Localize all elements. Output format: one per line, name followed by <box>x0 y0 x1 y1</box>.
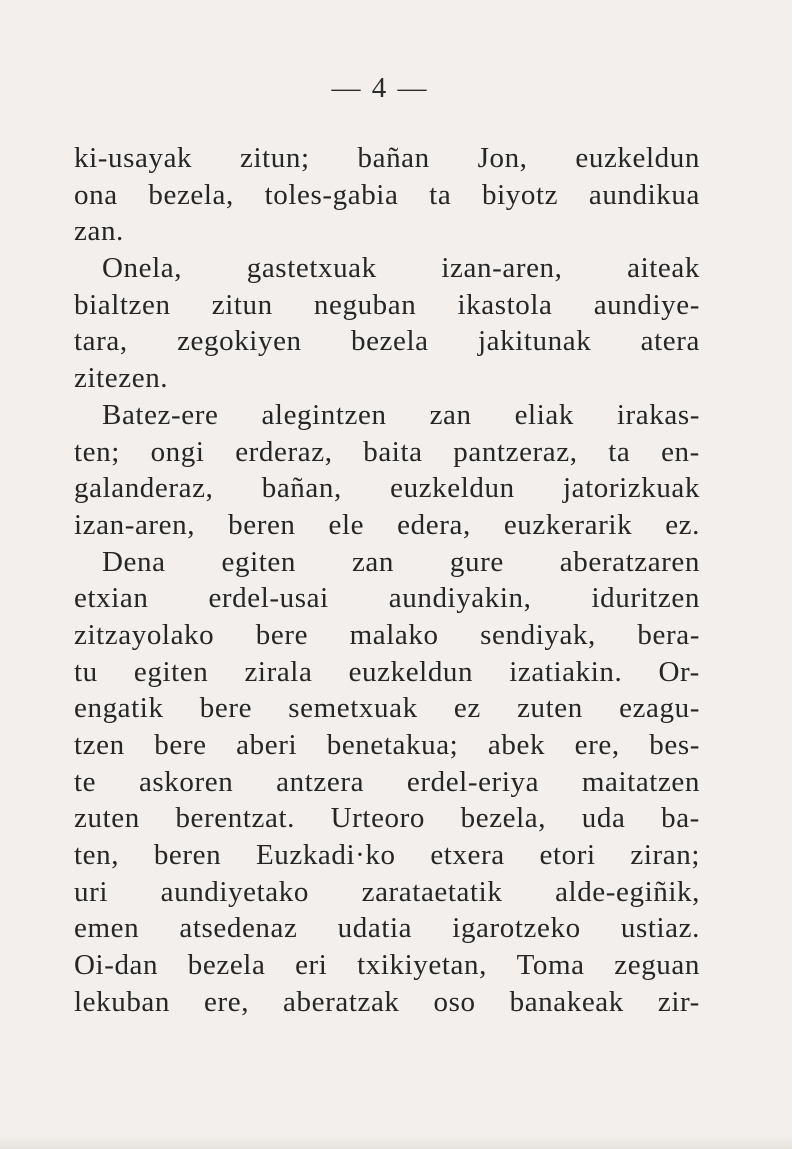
word: izan-aren, <box>74 508 196 541</box>
page-edge <box>792 0 796 1149</box>
word: etori <box>539 839 596 872</box>
text-line <box>74 800 700 837</box>
word: ere, <box>204 985 250 1018</box>
word: Oi-dan <box>74 949 159 982</box>
word: ziran; <box>630 839 700 872</box>
word: aberatzaren <box>559 545 700 578</box>
word: Onela, <box>102 252 183 285</box>
word: irakas- <box>616 398 700 431</box>
word: ikastola <box>457 288 553 321</box>
word: gastetxuak <box>246 252 377 285</box>
word: atsedenaz <box>179 912 298 945</box>
word: bezela, <box>460 802 547 835</box>
text-line <box>74 287 700 324</box>
word: ta <box>429 178 452 211</box>
word: egiten <box>133 655 209 688</box>
word: jakitunak <box>477 325 592 358</box>
text-line <box>74 690 700 727</box>
word: alegintzen <box>261 398 387 431</box>
text-line <box>74 727 700 764</box>
word: oso <box>433 985 476 1018</box>
word: erdel-eriya <box>406 765 540 798</box>
word: eliak <box>514 398 574 431</box>
word: emen <box>74 912 140 945</box>
word: banakeak <box>509 985 624 1018</box>
word: bialtzen <box>74 288 171 321</box>
text-line <box>74 764 700 801</box>
word: zeguan <box>614 949 700 982</box>
word: antzera <box>276 765 365 798</box>
text-line <box>74 874 700 911</box>
word: maitatzen <box>581 765 700 798</box>
word: ez. <box>665 508 700 541</box>
word: zuten <box>74 802 140 835</box>
word: eri <box>295 949 328 982</box>
text-line <box>74 544 700 581</box>
word: bezela <box>187 949 266 982</box>
word: zarataetatik <box>361 875 503 908</box>
word: zitun <box>211 288 273 321</box>
word: zan <box>351 545 394 578</box>
word: bes- <box>649 729 700 761</box>
word: Or- <box>658 655 700 688</box>
word: Euzkadi·ko <box>255 839 396 872</box>
word: toles-gabia <box>264 178 399 211</box>
word: bezela <box>350 325 429 358</box>
word: bañan, <box>261 472 342 505</box>
text-line <box>74 213 700 250</box>
word: aberatzak <box>283 985 400 1018</box>
word: euzkeldun <box>575 142 700 174</box>
word: uda <box>581 802 626 835</box>
word: sendiyak, <box>480 618 596 651</box>
word: bezela, <box>148 178 234 211</box>
word: alde-egiñik, <box>555 875 700 908</box>
word: erderaz, <box>235 435 333 468</box>
word: aundiyakin, <box>388 582 532 615</box>
word: engatik <box>74 692 164 725</box>
word: tara, <box>74 325 128 358</box>
word: aundiye- <box>593 288 700 321</box>
text-line <box>74 360 700 397</box>
word: uri <box>74 875 109 908</box>
word: benetakua; <box>326 729 459 761</box>
word: zirala <box>244 655 313 688</box>
word: pantzeraz, <box>453 435 578 468</box>
word: jatorizkuak <box>562 472 700 505</box>
word: zan <box>429 398 472 431</box>
word: etxian <box>74 582 149 615</box>
word: bere <box>199 692 253 725</box>
word: zitzayolako <box>74 618 215 651</box>
word: Batez-ere <box>102 398 219 431</box>
word: biyotz <box>482 178 559 211</box>
text-line <box>74 470 700 507</box>
word: ustiaz. <box>620 912 700 945</box>
word: euzkerarik <box>503 508 633 541</box>
word: zuten <box>517 692 583 725</box>
word: aberi <box>236 729 298 761</box>
text-line <box>74 140 700 177</box>
word: beren <box>153 839 222 872</box>
word: ongi <box>150 435 205 468</box>
word: ta <box>608 435 631 468</box>
text-line <box>74 397 700 434</box>
word: ten; <box>74 435 120 468</box>
word: zan. <box>74 215 124 248</box>
word: galanderaz, <box>74 472 214 505</box>
body-text <box>74 140 700 1021</box>
word: Jon, <box>477 142 528 174</box>
word: ba- <box>661 802 700 835</box>
word: bere <box>154 729 207 761</box>
word: igarotzeko <box>452 912 581 945</box>
text-line <box>74 984 700 1021</box>
word: ere, <box>574 729 620 761</box>
text-line <box>74 910 700 947</box>
word: zir- <box>657 985 700 1018</box>
word: zegokiyen <box>177 325 302 358</box>
word: ez <box>453 692 481 725</box>
word: ona <box>74 178 118 211</box>
word: abek <box>487 729 546 761</box>
word: egiten <box>221 545 296 578</box>
word: udatia <box>337 912 413 945</box>
word: semetxuak <box>288 692 418 725</box>
word: edera, <box>397 508 471 541</box>
word: beren <box>228 508 296 541</box>
word: aundiyetako <box>160 875 309 908</box>
text-line <box>74 177 700 214</box>
text-line <box>74 507 700 544</box>
text-line <box>74 947 700 984</box>
text-line <box>74 837 700 874</box>
word: gure <box>449 545 504 578</box>
word: Toma <box>516 949 585 982</box>
word: iduritzen <box>591 582 700 615</box>
word: ki-usayak <box>74 142 193 174</box>
word: ele <box>328 508 365 541</box>
word: Urteoro <box>330 802 425 835</box>
word: tzen <box>74 729 125 761</box>
word: tu <box>74 655 98 688</box>
word: euzkeldun <box>348 655 474 688</box>
text-line <box>74 580 700 617</box>
word: baita <box>363 435 423 468</box>
text-line <box>74 323 700 360</box>
word: zitun; <box>240 142 310 174</box>
word: te <box>74 765 97 798</box>
word: bañan <box>357 142 430 174</box>
word: berentzat. <box>175 802 295 835</box>
word: atera <box>640 325 700 358</box>
word: erdel-usai <box>208 582 329 615</box>
word: en- <box>661 435 700 468</box>
text-line <box>74 250 700 287</box>
word: aundikua <box>588 178 700 211</box>
word: izan-aren, <box>441 252 563 285</box>
word: bera- <box>637 618 700 651</box>
word: neguban <box>313 288 417 321</box>
word: ezagu- <box>619 692 700 725</box>
page-bottom-shadow <box>0 1135 796 1149</box>
word: etxera <box>430 839 505 872</box>
word: zitezen. <box>74 362 169 395</box>
page-number: — 4 — <box>331 72 429 104</box>
word: Dena <box>102 545 166 578</box>
word: bere <box>255 618 309 651</box>
word: txikiyetan, <box>357 949 487 982</box>
word: izatiakin. <box>509 655 623 688</box>
word: euzkeldun <box>390 472 515 505</box>
word: aiteak <box>627 252 700 285</box>
word: lekuban <box>74 985 171 1018</box>
text-line <box>74 654 700 691</box>
word: askoren <box>138 765 234 798</box>
word: malako <box>349 618 439 651</box>
text-line <box>74 434 700 471</box>
text-line <box>74 617 700 654</box>
word: ten, <box>74 839 120 872</box>
